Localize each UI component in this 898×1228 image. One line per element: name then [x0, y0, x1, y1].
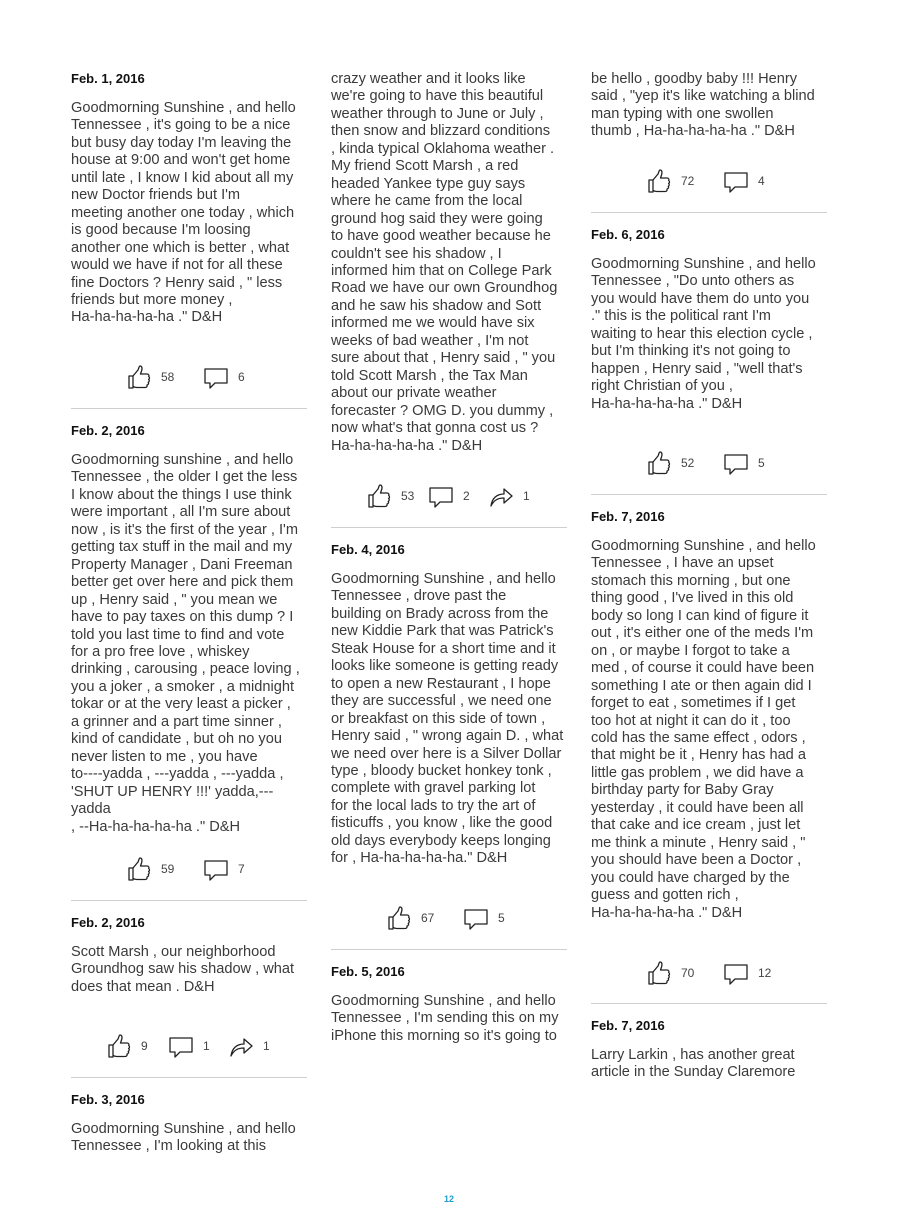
comment-count: 1	[203, 1039, 210, 1053]
like-count: 53	[401, 489, 415, 503]
post-divider	[71, 1077, 307, 1078]
post-stats	[71, 1032, 307, 1060]
share-count: 1	[263, 1039, 270, 1053]
post-divider	[331, 527, 567, 528]
post-date: Feb. 3, 2016	[71, 1092, 145, 1107]
page-number: 12	[443, 1194, 454, 1204]
thumbs-up-icon	[645, 167, 673, 195]
post-date: Feb. 5, 2016	[331, 964, 405, 979]
post-date: Feb. 7, 2016	[591, 1018, 665, 1033]
post-body: Goodmorning Sunshine , and hello Tennessee , I have an upset stomach this morning , but one thing good , I've lived in this old body so long I can kind of figure it out , it's either one of the meds I'm on , or maybe I forgot to take a med , of course it could have been something I ate or then again did I forget to eat , sometimes if I get too hot at night it can do it , too cold has the same effect , odors , that might be it , Henry has had a little gas problem , we did have a birthday party for Baby Gray yesterday , it could have been all that cake and ice cream , just let me think a minute , Henry said , " you should have been a Doctor , you could have charged by the guess and gotten rich , Ha-ha-ha-ha-ha ." D&H	[591, 538, 816, 921]
like-count: 70	[681, 966, 695, 980]
thumbs-up-icon	[105, 1032, 133, 1060]
like-count: 58	[161, 370, 175, 384]
comment-count: 4	[758, 174, 765, 188]
like-button[interactable]	[645, 449, 694, 477]
comment-button[interactable]	[167, 1032, 210, 1060]
post-date: Feb. 4, 2016	[331, 542, 405, 557]
post-body: Goodmorning Sunshine , and hello Tennessee , drove past the building on Brady across from the new Kiddie Park that was Patrick's Steak House for a short time and it looks like someone is getting ready to open a new Restaurant , I hope they are successful , we need one or breakfast on this side of town , Henry said , " wrong again D. , what we need over here is a Silver Dollar type , bloody bucket honkey tonk , complete with gravel parking lot for the local lads to try the art of fisticuffs , you know , like the good old days everybody keeps longing for , Ha-ha-ha-ha-ha." D&H	[331, 571, 564, 867]
post-body: Goodmorning Sunshine , and hello Tennessee , it's going to be a nice but busy day today I'm leaving the house at 9:00 and won't get home until late , I know I kid about all my new Doctor friends but I'm meeting another one today , which is good because I'm loosing another one which is better , what would we have if not for all these fine Doctors ? Henry said , " less friends but more money , Ha-ha-ha-ha-ha ." D&H	[71, 100, 296, 326]
post-stats	[71, 855, 307, 883]
comment-button[interactable]	[722, 449, 765, 477]
share-button[interactable]	[227, 1032, 270, 1060]
comment-icon	[722, 167, 750, 195]
post-divider	[71, 900, 307, 901]
comment-button[interactable]	[427, 482, 470, 510]
post-divider	[591, 494, 827, 495]
comment-icon	[722, 959, 750, 987]
comment-button[interactable]	[722, 959, 771, 987]
post-body-continued: be hello , goodby baby !!! Henry said , "yep it's like watching a blind man typing with one swollen thumb , Ha-ha-ha-ha-ha ." D&H	[591, 71, 815, 140]
like-button[interactable]	[125, 363, 174, 391]
post-stats	[591, 449, 827, 477]
thumbs-up-icon	[125, 855, 153, 883]
share-arrow-icon	[487, 482, 515, 510]
comment-icon	[202, 363, 230, 391]
like-count: 72	[681, 174, 695, 188]
post-date: Feb. 2, 2016	[71, 915, 145, 930]
post-date: Feb. 1, 2016	[71, 71, 145, 86]
comment-icon	[462, 904, 490, 932]
comment-count: 5	[758, 456, 765, 470]
post-body: Goodmorning Sunshine , and hello Tennessee , "Do unto others as you would have them do unto you ." this is the political rant I'm waiting to hear this election cycle , but I'm thinking it's not going to happen , Henry said , "well that's right Christian of you , Ha-ha-ha-ha-ha ." D&H	[591, 256, 816, 412]
like-button[interactable]	[105, 1032, 148, 1060]
post-stats	[591, 959, 827, 987]
like-button[interactable]	[125, 855, 174, 883]
share-button[interactable]	[487, 482, 530, 510]
thumbs-up-icon	[645, 959, 673, 987]
post-divider	[71, 408, 307, 409]
post-body: Larry Larkin , has another great article in the Sunday Claremore	[591, 1047, 796, 1081]
post-body: Scott Marsh , our neighborhood Groundhog saw his shadow , what does that mean . D&H	[71, 944, 295, 995]
comment-count: 6	[238, 370, 245, 384]
like-count: 52	[681, 456, 695, 470]
like-count: 9	[141, 1039, 148, 1053]
post-body: Goodmorning sunshine , and hello Tennessee , the older I get the less I know about the things I use think were important , all I'm sure about now , is it's the first of the year , I'm getting tax stuff in the mail and my Property Manager , Dani Freeman better get over here and pick them up , Henry said , " you mean we have to pay taxes on this dump ? I told you last time to find and vote for a pro free love , whiskey drinking , carousing , peace loving , you a joker , a smoker , a midnight tokar or at the very least a picker , a grinner and a part time sinner , kind of candidate , but oh no you never listen to me , you have to----yadda , ---yadda , ---yadda , 'SHUT UP HENRY !!!' yadda,---yadda , --Ha-ha-ha-ha-ha ." D&H	[71, 452, 300, 835]
post-body: Goodmorning Sunshine , and hello Tennessee , I'm sending this on my iPhone this morning so it's going to	[331, 993, 559, 1044]
post-divider	[591, 1003, 827, 1004]
comment-icon	[167, 1032, 195, 1060]
comment-icon	[427, 482, 455, 510]
post-date: Feb. 7, 2016	[591, 509, 665, 524]
comment-button[interactable]	[202, 363, 245, 391]
like-button[interactable]	[385, 904, 434, 932]
comment-count: 5	[498, 911, 505, 925]
comment-icon	[722, 449, 750, 477]
comment-button[interactable]	[462, 904, 505, 932]
thumbs-up-icon	[125, 363, 153, 391]
like-button[interactable]	[645, 167, 694, 195]
post-date: Feb. 2, 2016	[71, 423, 145, 438]
post-stats	[331, 904, 567, 932]
share-count: 1	[523, 489, 530, 503]
post-stats	[591, 167, 827, 195]
like-button[interactable]	[645, 959, 694, 987]
post-body-continued: crazy weather and it looks like we're going to have this beautiful weather through to June or July , then snow and blizzard conditions , kinda typical Oklahoma weather . My friend Scott Marsh , a red headed Yankee type guy says where he came from the local ground hog said they were going to have good weather because he couldn't see his shadow , I informed him that on College Park Road we have our own Groundhog and he saw his shadow and Sott informed me we would have six weeks of bad weather , I'm not sure about that , Henry said , " you told Scott Marsh , the Tax Man about our private weather forecaster ? OMG D. you dummy , now what's that gonna cost us ? Ha-ha-ha-ha-ha ." D&H	[331, 71, 558, 454]
share-arrow-icon	[227, 1032, 255, 1060]
like-count: 67	[421, 911, 435, 925]
post-date: Feb. 6, 2016	[591, 227, 665, 242]
comment-button[interactable]	[722, 167, 765, 195]
like-count: 59	[161, 862, 175, 876]
post-divider	[591, 212, 827, 213]
thumbs-up-icon	[385, 904, 413, 932]
thumbs-up-icon	[645, 449, 673, 477]
like-button[interactable]	[365, 482, 414, 510]
comment-button[interactable]	[202, 855, 245, 883]
post-body: Goodmorning Sunshine , and hello Tennessee , I'm looking at this	[71, 1121, 296, 1155]
thumbs-up-icon	[365, 482, 393, 510]
post-stats	[71, 363, 307, 391]
comment-count: 12	[758, 966, 772, 980]
comment-count: 7	[238, 862, 245, 876]
comment-count: 2	[463, 489, 470, 503]
comment-icon	[202, 855, 230, 883]
post-divider	[331, 949, 567, 950]
post-stats	[331, 482, 567, 510]
